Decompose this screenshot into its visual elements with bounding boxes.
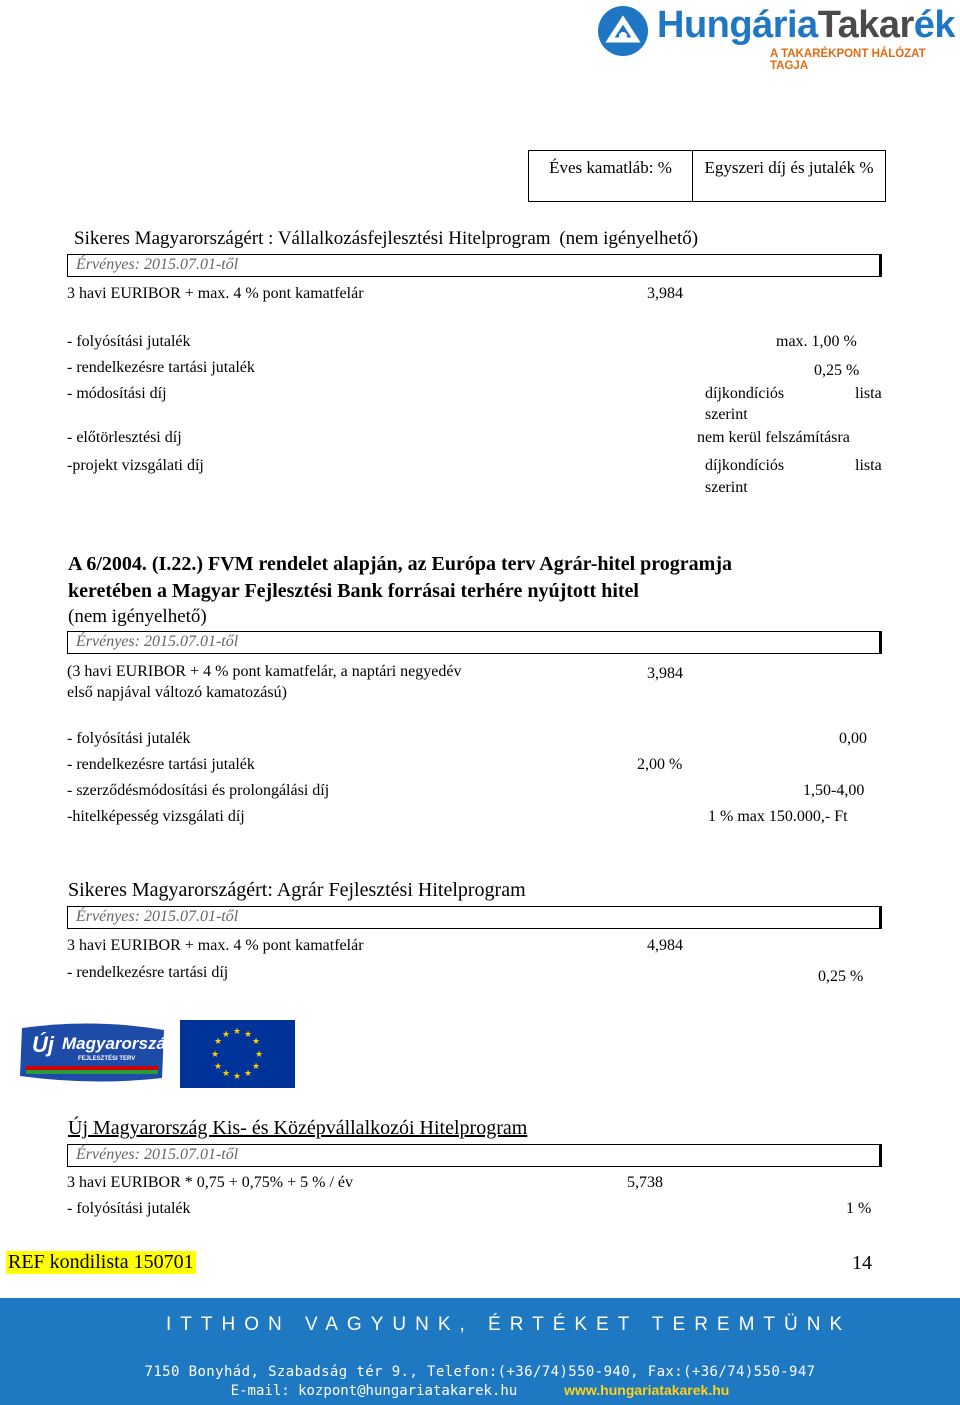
brand-logo-mark-icon [598, 6, 648, 56]
section1-fee-value-cont: lista [855, 385, 882, 402]
section2-fee-label: - szerződésmódosítási és prolongálási díj [67, 782, 330, 799]
page-number: 14 [852, 1252, 872, 1274]
footer-website-link[interactable]: www.hungariatakarek.hu [564, 1382, 730, 1398]
section2-fee-value: 1 % max 150.000,- Ft [708, 808, 848, 825]
section2-fee-value: 1,50-4,00 [803, 782, 865, 799]
section1-fee-value-cont: lista [855, 457, 882, 474]
svg-text:★: ★ [210, 1050, 220, 1060]
section2-title-line1: A 6/2004. (I.22.) FVM rendelet alapján, az Európa terv Agrár-hitel programja [68, 553, 732, 575]
svg-text:★: ★ [232, 1072, 242, 1082]
footer-contact-band [0, 1356, 960, 1405]
section4-fee-label: - folyósítási jutalék [67, 1200, 191, 1217]
section2-rate-value: 3,984 [647, 665, 683, 682]
section3-fee-label: - rendelkezésre tartási díj [67, 964, 229, 981]
section4-fee-value: 1 % [846, 1200, 872, 1217]
svg-text:★: ★ [221, 1069, 231, 1079]
section4-validity: Érvényes: 2015.07.01-től [76, 1146, 239, 1163]
section1-fee-value: 0,25 % [814, 362, 860, 379]
footer-contact-line [0, 1382, 960, 1399]
section1-fee-label: -projekt vizsgálati díj [67, 457, 204, 474]
header-interest-rate: Éves kamatláb: % [528, 150, 693, 202]
svg-text:★: ★ [213, 1062, 223, 1072]
section2-validity: Érvényes: 2015.07.01-től [76, 633, 239, 650]
section1-rate-label: 3 havi EURIBOR + max. 4 % pont kamatfelár [67, 285, 364, 302]
brand-logo-text[interactable]: HungáriaTakarék [657, 4, 956, 46]
section1-fee-label: - folyósítási jutalék [67, 333, 191, 350]
footer-email[interactable]: E-mail: kozpont@hungariatakarek.hu [230, 1383, 518, 1399]
svg-text:★: ★ [232, 1027, 242, 1037]
section1-fee-value: díjkondíciós [705, 385, 785, 402]
section1-fee-value-cont: szerint [705, 406, 748, 423]
section3-validity: Érvényes: 2015.07.01-től [76, 908, 239, 925]
section2-title-line2: keretében a Magyar Fejlesztési Bank forrásai terhére nyújtott hitel [68, 580, 639, 602]
svg-text:★: ★ [221, 1030, 231, 1040]
section1-fee-value: max. 1,00 % [776, 333, 857, 350]
uj-magyarorszag-logo [14, 1020, 177, 1088]
svg-text:★: ★ [251, 1062, 261, 1072]
section1-rate-value: 3,984 [647, 285, 683, 302]
section1-fee-label: - előtörlesztési díj [67, 429, 182, 446]
section2-fee-label: - rendelkezésre tartási jutalék [67, 756, 255, 773]
section3-rate-label: 3 havi EURIBOR + max. 4 % pont kamatfelár [67, 937, 364, 954]
section1-title: Sikeres Magyarországért : Vállalkozásfejlesztési Hitelprogram [74, 228, 551, 249]
brand-tagline: A TAKARÉKPONT HÁLÓZAT TAGJA [770, 48, 926, 72]
section1-fee-value: nem kerül felszámításra [697, 429, 850, 446]
section1-validity: Érvényes: 2015.07.01-től [76, 256, 239, 273]
uj-magyarorszag-logo-word1: Új [32, 1032, 54, 1057]
section4-validity-bar [67, 1144, 882, 1167]
section4-title: Új Magyarország Kis- és Középvállalkozói Hitelprogram [68, 1117, 528, 1139]
eu-flag-icon [180, 1020, 295, 1088]
section2-fee-value: 2,00 % [637, 756, 683, 773]
footer-slogan: ITTHON VAGYUNK, ÉRTÉKET TEREMTÜNK [166, 1314, 852, 1335]
section2-rate-line2: első napjával változó kamatozású) [67, 684, 287, 701]
svg-text:★: ★ [243, 1069, 253, 1079]
section3-fee-value: 0,25 % [818, 968, 864, 985]
section4-rate-label: 3 havi EURIBOR * 0,75 + 0,75% + 5 % / év [67, 1174, 354, 1191]
section2-fee-label: -hitelképesség vizsgálati díj [67, 808, 245, 825]
svg-text:★: ★ [213, 1037, 223, 1047]
section1-fee-value-cont: szerint [705, 479, 748, 496]
footer-slogan-band [0, 1298, 960, 1356]
footer-address: 7150 Bonyhád, Szabadság tér 9., Telefon:(+36/74)550-940, Fax:(+36/74)550-947 [144, 1364, 816, 1380]
svg-text:★: ★ [254, 1050, 264, 1060]
section1-fee-label: - módosítási díj [67, 385, 167, 402]
document-reference: REF kondilista 150701 [8, 1251, 194, 1273]
uj-magyarorszag-logo-subtitle: FEJLESZTÉSI TERV [78, 1056, 136, 1062]
section1-title-wrap [74, 228, 698, 250]
section3-title: Sikeres Magyarországért: Agrár Fejlesztési Hitelprogram [68, 879, 526, 901]
section3-rate-value: 4,984 [647, 937, 683, 954]
section3-validity-bar [67, 906, 882, 929]
section1-fee-label: - rendelkezésre tartási jutalék [67, 359, 255, 376]
uj-magyarorszag-logo-word2: Magyarország [62, 1034, 177, 1053]
section2-fee-label: - folyósítási jutalék [67, 730, 191, 747]
section2-note: (nem igényelhető) [68, 606, 207, 627]
section2-fee-value: 0,00 [839, 730, 867, 747]
header-one-time-fee: Egyszeri díj és jutalék % [692, 150, 886, 202]
svg-text:★: ★ [251, 1037, 261, 1047]
section1-note: (nem igényelhető) [559, 228, 699, 249]
section4-rate-value: 5,738 [627, 1174, 663, 1191]
svg-text:★: ★ [243, 1030, 253, 1040]
section1-validity-bar [67, 254, 882, 277]
section2-validity-bar [67, 631, 882, 654]
section2-rate-line1: (3 havi EURIBOR + 4 % pont kamatfelár, a naptári negyedév [67, 663, 462, 680]
section1-fee-value: díjkondíciós [705, 457, 785, 474]
